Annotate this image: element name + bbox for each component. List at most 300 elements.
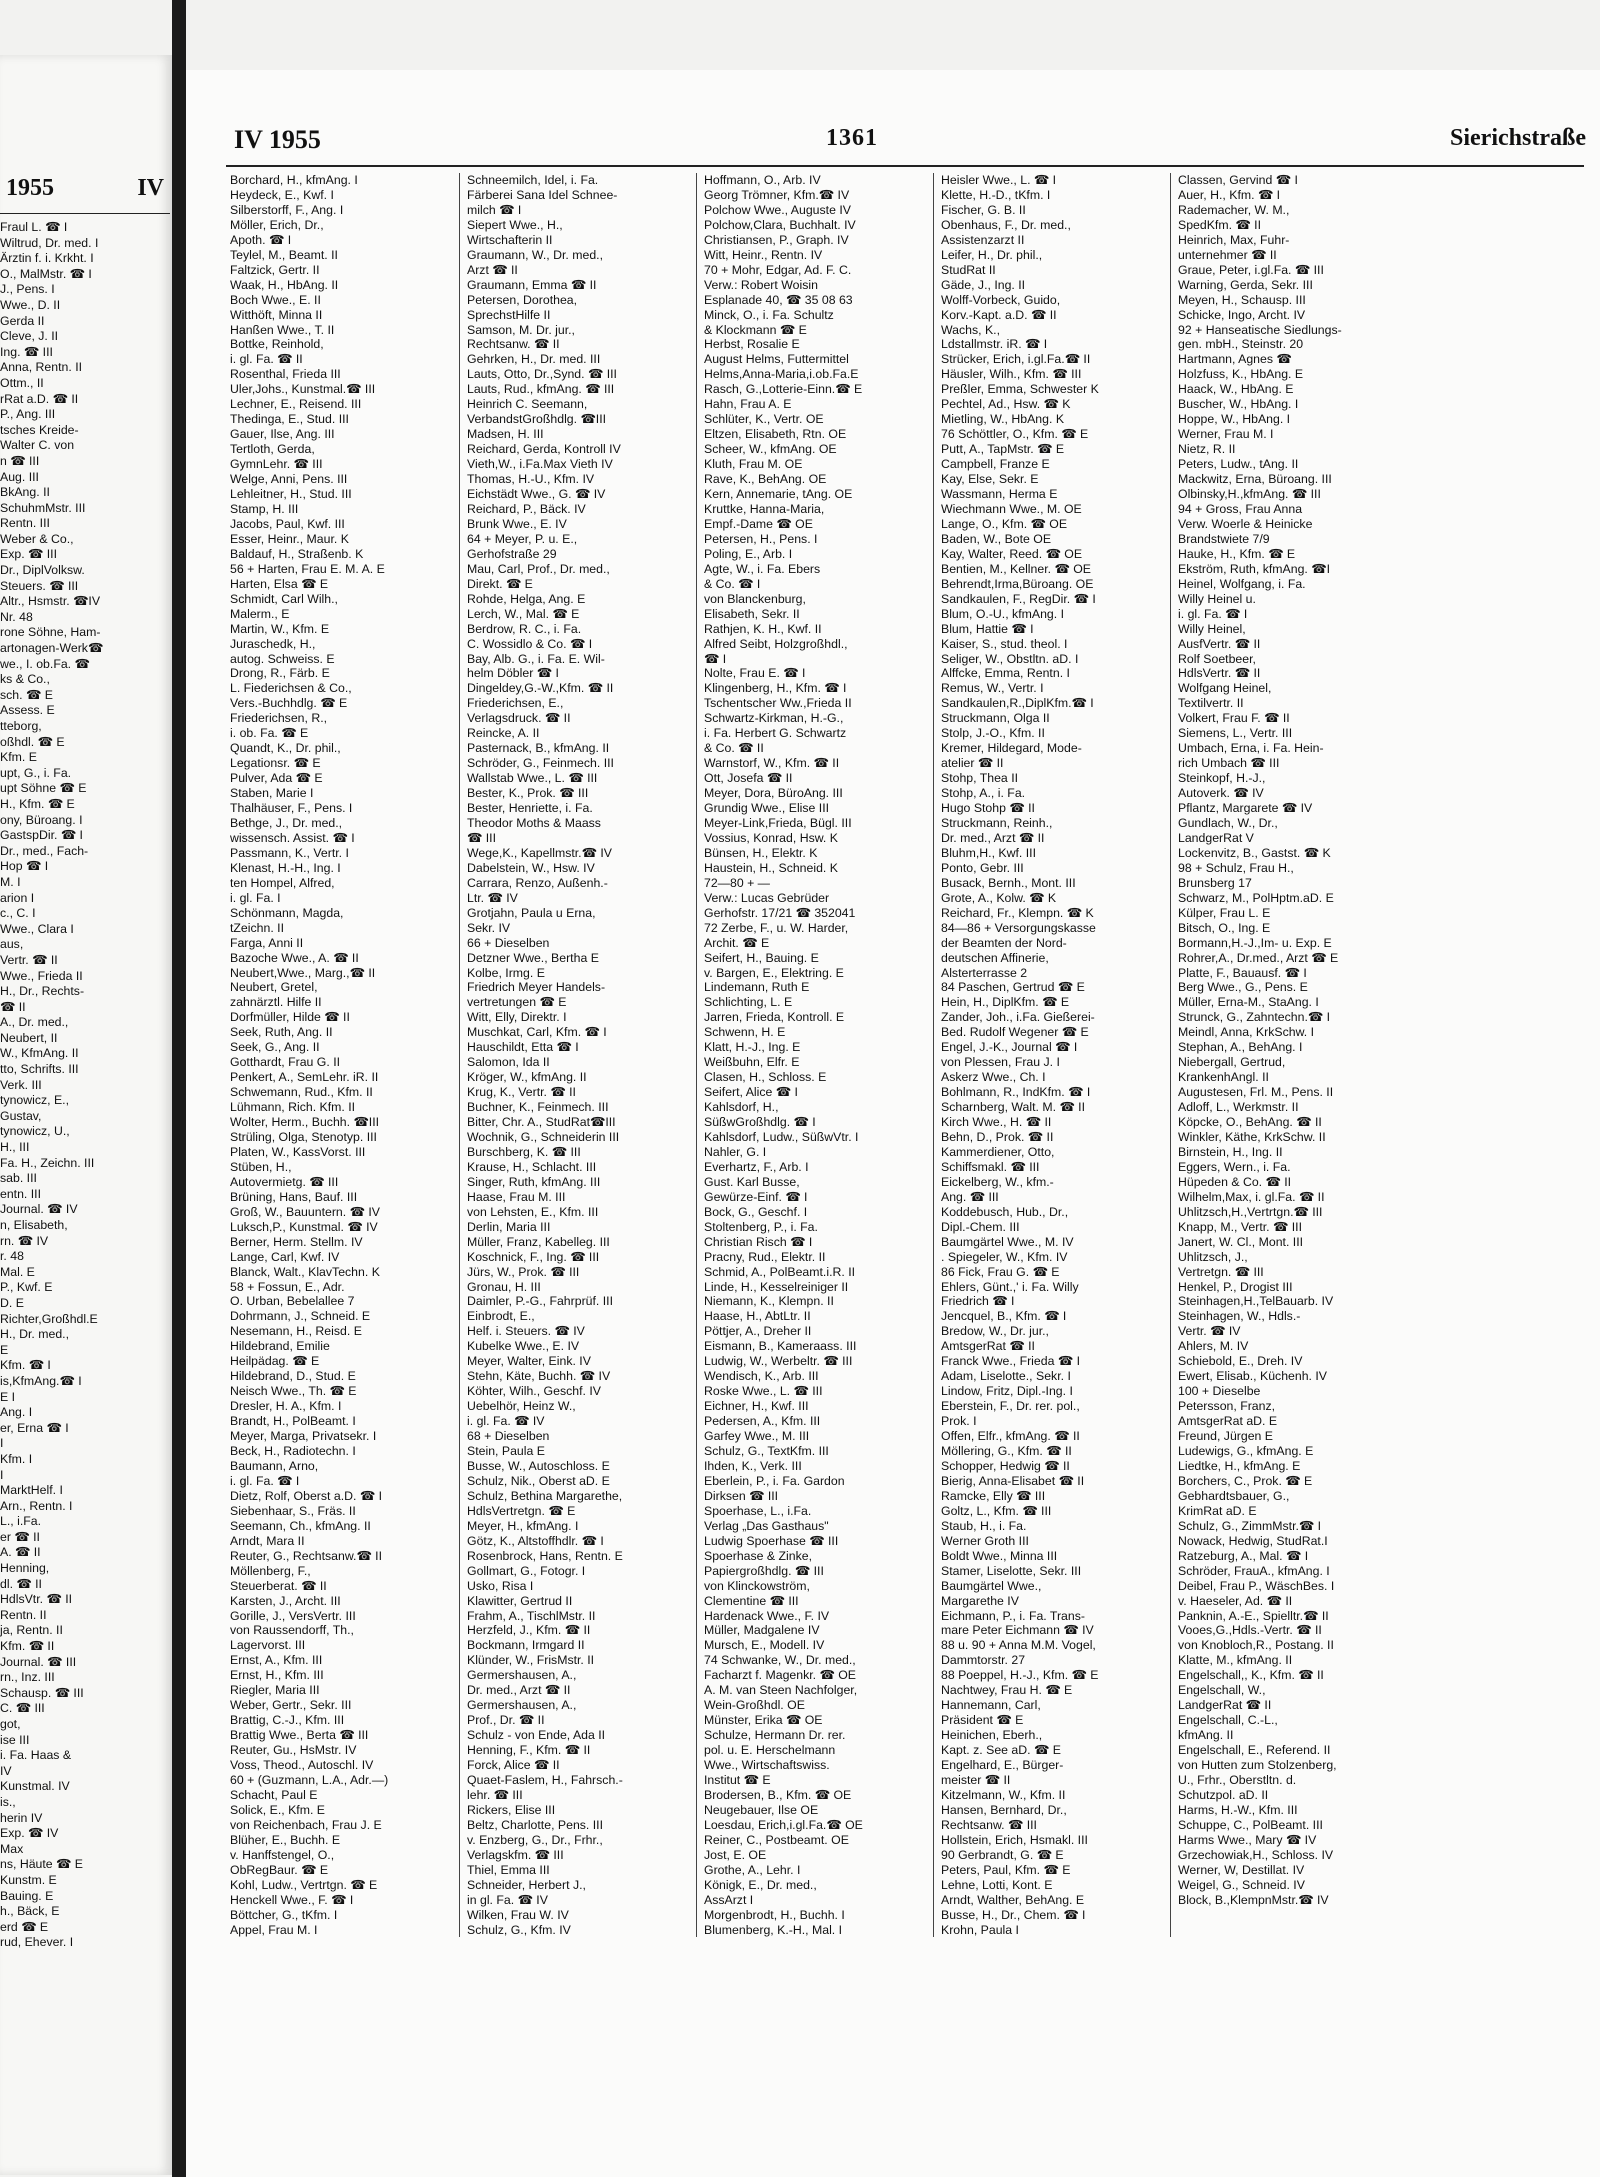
directory-entry: Bierig, Anna-Elisabet ☎ II: [941, 1473, 1085, 1488]
directory-entry: Klenast, H.-H., Ing. I: [230, 860, 341, 875]
directory-entry: Farga, Anni II: [230, 935, 304, 950]
directory-entry: Kay, Else, Sekr. E: [941, 472, 1039, 487]
directory-entry: Wendisch, K., Arb. III: [704, 1369, 819, 1384]
directory-entry: Lühmann, Rich. Kfm. II: [230, 1100, 356, 1115]
directory-entry: Gundlach, W., Dr.,: [1178, 815, 1278, 830]
directory-entry: Gotthardt, Frau G. II: [230, 1055, 341, 1070]
left-page-line: L., i.Fa.: [0, 1514, 42, 1529]
directory-entry: Hein, H., DiplKfm. ☎ E: [941, 995, 1070, 1010]
directory-entry: Eichmann, P., i. Fa. Trans-: [941, 1608, 1085, 1623]
directory-entry: Friedrich Meyer Handels-: [467, 980, 606, 995]
directory-entry: Schulz, G., TextKfm. III: [704, 1444, 829, 1459]
directory-entry: Bester, K., Prok. ☎ III: [467, 786, 589, 801]
directory-entry: Seifert, H., Bauing. E: [704, 950, 819, 965]
directory-entry: Sandkaulen, F., RegDir. ☎ I: [941, 591, 1096, 606]
directory-entry: Bed. Rudolf Wegener ☎ E: [941, 1025, 1089, 1040]
directory-entry: Buscher, W., HbAng. I: [1178, 397, 1299, 412]
left-page-line: rRat a.D. ☎ II: [0, 391, 79, 406]
directory-entry: Kröger, W., kfmAng. II: [467, 1070, 587, 1085]
directory-entry: Heinrich C. Seemann,: [467, 397, 588, 412]
left-page-line: H., III: [0, 1140, 30, 1155]
directory-entry: Schulz, Bethina Margarethe,: [467, 1488, 623, 1503]
directory-entry: Verw.: Robert Woisin: [704, 277, 818, 292]
directory-entry: Waak, H., HbAng. II: [230, 277, 339, 292]
directory-entry: Jacobs, Paul, Kwf. III: [230, 516, 345, 531]
directory-entry: Polchow Wwe., Auguste IV: [704, 202, 851, 217]
right-page: [186, 70, 1600, 2177]
directory-entry: Kahlsdorf, Ludw., SüßwVtr. I: [704, 1130, 859, 1144]
directory-entry: Friederichsen, R.,: [230, 711, 328, 726]
directory-entry: Brodersen, B., Kfm. ☎ OE: [704, 1787, 852, 1802]
directory-entry: Neubert, Gretel,: [230, 980, 318, 995]
directory-entry: Pracny, Rud., Elektr. II: [704, 1249, 826, 1264]
directory-column-4: [937, 173, 1171, 1937]
left-page-line: Mal. E: [0, 1264, 35, 1279]
directory-entry: Schuppe, C., PolBeamt. III: [1178, 1817, 1323, 1832]
directory-entry: Vertretgn. ☎ III: [1178, 1264, 1264, 1279]
directory-entry: 74 Schwanke, W., Dr. med.,: [704, 1653, 856, 1668]
left-page-line: Rentn. II: [0, 1607, 47, 1622]
left-page-line: MarktHelf. I: [0, 1483, 63, 1498]
directory-entry: Lange, O., Kfm. ☎ OE: [941, 516, 1068, 531]
directory-entry: Forck, Alice ☎ II: [467, 1758, 560, 1773]
directory-entry: Schulz, G., ZimmMstr.☎ I: [1178, 1518, 1322, 1533]
directory-entry: U., Frhr., Oberstltn. d.: [1178, 1772, 1297, 1787]
directory-entry: Autoverk. ☎ IV: [1178, 786, 1264, 801]
directory-entry: Platen, W., KassVorst. III: [230, 1144, 366, 1159]
directory-entry: Hugo Stohp ☎ II: [941, 801, 1035, 816]
directory-entry: 88 Poeppel, H.-J., Kfm. ☎ E: [941, 1668, 1099, 1683]
directory-entry: Reuter, G., Rechtsanw.☎ II: [230, 1548, 383, 1563]
directory-entry: Burschberg, K. ☎ III: [467, 1144, 581, 1159]
directory-entry: AssArzt I: [704, 1892, 754, 1907]
directory-entry: Polchow,Clara, Buchhalt. IV: [704, 217, 856, 232]
directory-entry: ☎ I: [704, 651, 727, 666]
directory-entry: Brattig Wwe., Berta ☎ III: [230, 1728, 369, 1743]
left-page-line: Cleve, J. II: [0, 329, 59, 344]
directory-entry: Ott, Josefa ☎ II: [704, 771, 793, 786]
left-page-line: tto, Schrifts. III: [0, 1062, 79, 1077]
directory-entry: Hardenack Wwe., F. IV: [704, 1608, 830, 1623]
directory-entry: Kubelke Wwe., E. IV: [467, 1339, 580, 1354]
directory-entry: autog. Schweiss. E: [230, 651, 335, 666]
directory-entry: Böttcher, G., tKfm. I: [230, 1907, 338, 1922]
left-page-line: I: [0, 1436, 4, 1451]
directory-entry: Petersen, Dorothea,: [467, 292, 578, 307]
directory-entry: Christiansen, P., Graph. IV: [704, 232, 849, 247]
directory-entry: Karsten, J., Archt. III: [230, 1593, 341, 1608]
directory-entry: Ponto, Gebr. III: [941, 860, 1024, 875]
directory-entry: Appel, Frau M. I: [230, 1922, 318, 1937]
left-page-line: Dr., med., Fach-: [0, 843, 89, 858]
directory-entry: Koddebusch, Hub., Dr.,: [941, 1204, 1069, 1219]
left-page-line: Kfm. ☎ II: [0, 1639, 55, 1654]
left-page-line: oßhdl. ☎ E: [0, 734, 65, 749]
directory-entry: Schopper, Hedwig ☎ II: [941, 1458, 1070, 1473]
left-page-line: Arn., Rentn. I: [0, 1498, 73, 1513]
directory-entry: Classen, Gervind ☎ I: [1178, 173, 1298, 187]
left-page-line: GastspDir. ☎ I: [0, 828, 83, 843]
directory-entry: Vossius, Konrad, Hsw. K: [704, 830, 838, 845]
directory-entry: Bay, Alb. G., i. Fa. E. Wil-: [467, 651, 605, 666]
directory-entry: Uhlitzsch,H.,Vertrtgn.☎ III: [1178, 1204, 1323, 1219]
directory-entry: Heydeck, E., Kwf. I: [230, 187, 334, 202]
left-page-line: n, Elisabeth,: [0, 1218, 68, 1232]
directory-entry: Kirch Wwe., H. ☎ II: [941, 1115, 1052, 1130]
directory-entry: Willy Heinel,: [1178, 621, 1246, 636]
directory-entry: Berner, Herm. Stellm. IV: [230, 1234, 363, 1249]
directory-entry: i. ob. Fa. ☎ E: [230, 726, 309, 741]
directory-entry: Ltr. ☎ IV: [467, 890, 518, 905]
left-page-line: O., MalMstr. ☎ I: [0, 266, 92, 281]
directory-entry: Archit. ☎ E: [704, 935, 770, 950]
directory-entry: Dr. med., Arzt ☎ II: [941, 830, 1045, 845]
directory-entry: Götz, K., Altstoffhdlr. ☎ I: [467, 1533, 604, 1548]
directory-entry: SpedKfm. ☎ II: [1178, 217, 1261, 232]
directory-entry: Schmidt, Carl Wilh.,: [230, 591, 338, 606]
directory-entry: 70 + Mohr, Edgar, Ad. F. C.: [704, 262, 852, 277]
directory-entry: Wwe., Wirtschaftswiss.: [704, 1758, 830, 1773]
directory-entry: Scheer, W., kfmAng. OE: [704, 442, 837, 457]
directory-entry: 72 Zerbe, F., u. W. Harder,: [704, 920, 849, 935]
left-page-line: entn. III: [0, 1186, 42, 1201]
directory-entry: Ramcke, Elly ☎ III: [941, 1488, 1046, 1503]
directory-entry: Engel, J.-K., Journal ☎ I: [941, 1040, 1078, 1055]
directory-entry: Nietz, R. II: [1178, 442, 1236, 457]
book-gutter: [172, 0, 186, 2177]
directory-entry: & Klockmann ☎ E: [704, 322, 807, 337]
directory-entry: Pasternack, B., kfmAng. II: [467, 741, 610, 756]
left-page-line: M. I: [0, 874, 21, 889]
directory-entry: Engelschall,, K., Kfm. ☎ II: [1178, 1668, 1324, 1683]
directory-entry: KrankenhAngl. II: [1178, 1070, 1269, 1085]
directory-entry: Dohrmann, J., Schneid. E: [230, 1309, 371, 1324]
directory-entry: Haustein, H., Schneid. K: [704, 860, 838, 875]
directory-entry: Bester, Henriette, i. Fa.: [467, 801, 593, 816]
left-page-volume: IV: [137, 175, 164, 201]
directory-entry: Offen, Elfr., kfmAng. ☎ II: [941, 1429, 1080, 1444]
directory-entry: Verlagsdruck. ☎ II: [467, 711, 571, 726]
directory-entry: Auer, H., Kfm. ☎ I: [1178, 187, 1281, 202]
left-page-line: er ☎ II: [0, 1529, 40, 1544]
directory-entry: Möller, Erich, Dr.,: [230, 217, 324, 232]
directory-entry: Eichstädt Wwe., G. ☎ IV: [467, 487, 606, 502]
directory-entry: Staub, H., i. Fa.: [941, 1518, 1027, 1533]
directory-entry: Eggers, Wern., i. Fa.: [1178, 1159, 1291, 1174]
directory-entry: Engelschall, W.,: [1178, 1683, 1266, 1698]
directory-entry: tZeichn. II: [230, 920, 284, 935]
directory-entry: v. Haeseler, Ad. ☎ II: [1178, 1593, 1293, 1608]
directory-entry: Lehleitner, H., Stud. III: [230, 487, 352, 502]
directory-entry: Präsident ☎ E: [941, 1713, 1024, 1728]
directory-entry: Bormann,H.-J.,Im- u. Exp. E: [1178, 935, 1332, 950]
directory-entry: 90 Gerbrandt, G. ☎ E: [941, 1847, 1064, 1862]
directory-entry: Seliger, W., Obstltn. aD. I: [941, 651, 1079, 666]
directory-entry: Knapp, M., Vertr. ☎ III: [1178, 1219, 1302, 1234]
directory-entry: Jarren, Frieda, Kontroll. E: [704, 1010, 845, 1025]
directory-entry: Wochnik, G., Schneiderin III: [467, 1130, 620, 1144]
left-page-line: Neubert, II: [0, 1030, 58, 1045]
directory-entry: Harms Wwe., Mary ☎ IV: [1178, 1832, 1317, 1847]
directory-entry: Engelschall, C.-L.,: [1178, 1713, 1278, 1728]
directory-entry: atelier ☎ II: [941, 756, 1004, 771]
left-page-line: rn., Inz. III: [0, 1670, 55, 1685]
directory-entry: Kohl, Ludw., Vertrtgn. ☎ E: [230, 1877, 378, 1892]
directory-entry: Brandt, H., PolBeamt. I: [230, 1414, 356, 1429]
directory-entry: Empf.-Dame ☎ OE: [704, 516, 813, 531]
directory-entry: Hüpeden & Co. ☎ II: [1178, 1174, 1292, 1189]
directory-entry: Olbinsky,H.,kfmAng. ☎ III: [1178, 487, 1321, 502]
directory-entry: Willy Heinel u.: [1178, 591, 1256, 606]
directory-entry: Alsterterrasse 2: [941, 965, 1028, 980]
directory-entry: deutschen Affinerie,: [941, 950, 1049, 965]
directory-column-5: [1174, 173, 1408, 1937]
directory-entry: Mackwitz, Erna, Büroang. III: [1178, 472, 1332, 487]
directory-entry: Baden, W., Bote OE: [941, 531, 1052, 546]
header-rule: [226, 165, 1584, 167]
directory-entry: Lange, Carl, Kwf. IV: [230, 1249, 340, 1264]
left-page-line: Exp. ☎ IV: [0, 1826, 59, 1841]
directory-entry: Behrendt,Irma,Büroang. OE: [941, 576, 1094, 591]
directory-entry: v. Enzberg, G., Dr., Frhr.,: [467, 1832, 603, 1847]
directory-entry: Wassmann, Herma E: [941, 487, 1058, 502]
directory-entry: Pechtel, Ad., Hsw. ☎ K: [941, 397, 1071, 412]
directory-entry: Blanck, Walt., KlavTechn. K: [230, 1264, 380, 1279]
directory-entry: Krug, K., Vertr. ☎ II: [467, 1085, 576, 1100]
directory-entry: Blüher, E., Buchh. E: [230, 1832, 341, 1847]
directory-entry: HdlsVertr. ☎ II: [1178, 666, 1261, 681]
directory-entry: Thomas, H.-U., Kfm. IV: [467, 472, 595, 487]
directory-entry: Nachtwey, Frau H. ☎ E: [941, 1683, 1073, 1698]
directory-entry: Vertr. ☎ IV: [1178, 1324, 1241, 1339]
directory-entry: Verw.: Lucas Gebrüder: [704, 890, 830, 905]
directory-entry: Heilpädag. ☎ E: [230, 1354, 320, 1369]
directory-entry: Esser, Heinr., Maur. K: [230, 531, 349, 546]
directory-entry: Berg Wwe., G., Pens. E: [1178, 980, 1308, 995]
left-page-line: BkAng. II: [0, 485, 50, 500]
directory-entry: Quandt, K., Dr. phil.,: [230, 741, 341, 756]
directory-entry: i. gl. Fa. ☎ II: [230, 352, 303, 367]
directory-entry: gen. mbH., Steinstr. 20: [1178, 337, 1304, 352]
directory-entry: Werner, W, Destillat. IV: [1178, 1862, 1305, 1877]
directory-entry: Hoffmann, O., Arb. IV: [704, 173, 821, 187]
directory-entry: i. gl. Fa. I: [230, 890, 281, 905]
left-page-line: Kfm. ☎ I: [0, 1358, 51, 1373]
directory-entry: Loesdau, Erich,i.gl.Fa.☎ OE: [704, 1817, 863, 1832]
directory-entry: i. Fa. Herbert G. Schwartz: [704, 726, 847, 741]
directory-entry: Schiffsmakl. ☎ III: [941, 1159, 1040, 1174]
left-page-line: Aug. III: [0, 469, 39, 484]
directory-entry: Stohp, Thea II: [941, 771, 1019, 786]
left-page-line: Wwe., Clara I: [0, 921, 74, 936]
directory-entry: Uler,Johs., Kunstmal.☎ III: [230, 382, 376, 397]
directory-entry: Grotjahn, Paula u Erna,: [467, 905, 596, 920]
directory-entry: Drong, R., Färb. E: [230, 666, 330, 681]
left-page-line: c., C. I: [0, 906, 36, 921]
directory-entry: Möllenberg, F.,: [230, 1563, 311, 1578]
directory-entry: Silberstorff, F., Ang. I: [230, 202, 344, 217]
left-page-line: Rentn. III: [0, 516, 50, 531]
left-page-line: E: [0, 1342, 9, 1357]
directory-entry: Morgenbrodt, H., Buchh. I: [704, 1907, 845, 1922]
left-page-line: Ärztin f. i. Krkht. I: [0, 251, 94, 266]
directory-entry: Reuter, Gu., HsMstr. IV: [230, 1743, 357, 1758]
directory-entry: Graumann, Emma ☎ II: [467, 277, 597, 292]
directory-entry: Nesemann, H., Reisd. E: [230, 1324, 362, 1339]
left-page-line: r. 48: [0, 1249, 24, 1264]
directory-entry: Everhartz, F., Arb. I: [704, 1159, 809, 1174]
directory-entry: Färberei Sana Idel Schnee-: [467, 187, 618, 202]
directory-entry: Ehlers, Günt.,' i. Fa. Willy: [941, 1279, 1079, 1294]
left-page-line: i. Fa. Haas &: [0, 1748, 72, 1763]
directory-entry: Graue, Peter, i.gl.Fa. ☎ III: [1178, 262, 1324, 277]
directory-entry: Luksch,P., Kunstmal. ☎ IV: [230, 1219, 378, 1234]
directory-entry: Teylel, M., Beamt. II: [230, 247, 338, 262]
left-page-line: rone Söhne, Ham-: [0, 625, 101, 640]
directory-entry: Apoth. ☎ I: [230, 232, 292, 247]
directory-entry: Ludwig Spoerhase ☎ III: [704, 1533, 839, 1548]
directory-entry: unternehmer ☎ II: [1178, 247, 1277, 262]
directory-entry: Kitzelmann, W., Kfm. II: [941, 1787, 1066, 1802]
left-page-rule: [0, 213, 170, 214]
directory-entry: Bock, G., Geschf. I: [704, 1204, 808, 1219]
directory-entry: Bitsch, O., Ing. E: [1178, 920, 1271, 935]
directory-entry: Struckmann, Olga II: [941, 711, 1050, 726]
directory-entry: Siepert Wwe., H.,: [467, 217, 563, 232]
directory-entry: Staben, Marie I: [230, 786, 314, 801]
directory-entry: Volkert, Frau F. ☎ II: [1178, 711, 1290, 726]
left-page-line: A., Dr. med.,: [0, 1015, 69, 1030]
directory-entry: Mursch, E., Modell. IV: [704, 1638, 825, 1653]
directory-entry: Häusler, Wilh., Kfm. ☎ III: [941, 367, 1082, 382]
directory-entry: Lauts, Rud., kfmAng. ☎ III: [467, 382, 615, 397]
directory-entry: Alffcke, Emma, Rentn. I: [941, 666, 1070, 681]
left-page-line: J., Pens. I: [0, 282, 55, 297]
directory-entry: Ihden, K., Verk. III: [704, 1458, 802, 1473]
directory-entry: Bottke, Reinhold,: [230, 337, 324, 352]
directory-entry: von Raussendorff, Th.,: [230, 1623, 354, 1638]
directory-entry: Kluth, Frau M. OE: [704, 457, 803, 472]
directory-entry: Goltz, L., Kfm. ☎ III: [941, 1503, 1052, 1518]
directory-entry: Bünsen, H., Elektr. K: [704, 845, 818, 860]
directory-entry: Engelschall, E., Referend. II: [1178, 1743, 1331, 1758]
left-page-line: Henning,: [0, 1561, 50, 1576]
directory-entry: 86 Fick, Frau G. ☎ E: [941, 1264, 1060, 1279]
left-page-line: got,: [0, 1717, 21, 1731]
directory-entry: Freund, Jürgen E: [1178, 1429, 1274, 1444]
directory-entry: Seek, Ruth, Ang. II: [230, 1025, 333, 1040]
directory-entry: Herbst, Rosalie E: [704, 337, 800, 352]
directory-entry: Dresler, H. A., Kfm. I: [230, 1399, 342, 1414]
directory-entry: Berdrow, R. C., i. Fa.: [467, 621, 582, 636]
directory-entry: Jencquel, B., Kfm. ☎ I: [941, 1309, 1067, 1324]
directory-entry: Lagervorst. III: [230, 1638, 306, 1653]
directory-entry: Graumann, W., Dr. med.,: [467, 247, 603, 262]
directory-entry: Germershausen, A.,: [467, 1668, 577, 1683]
directory-entry: Müller, Franz, Kabelleg. III: [467, 1234, 610, 1249]
left-page-line: Vertr. ☎ II: [0, 952, 58, 967]
directory-entry: Bethge, J., Dr. med.,: [230, 815, 343, 830]
directory-entry: Külper, Frau L. E: [1178, 905, 1271, 920]
directory-entry: Klatt, H.-J., Ing. E: [704, 1040, 801, 1055]
directory-entry: Gust. Karl Busse,: [704, 1174, 800, 1189]
directory-entry: Sekr. IV: [467, 920, 511, 935]
left-page-line: tynowicz, E.,: [0, 1093, 70, 1108]
directory-entry: Ludwig, W., Werbeltr. ☎ III: [704, 1354, 853, 1369]
directory-entry: Janert, W. Cl., Mont. III: [1178, 1234, 1304, 1249]
directory-entry: Verw. Woerle & Heinicke: [1178, 516, 1313, 531]
directory-entry: Reichard, Gerda, Kontroll IV: [467, 442, 621, 457]
directory-entry: Schwemann, Rud., Kfm. II: [230, 1085, 373, 1100]
directory-entry: . Spiegeler, W., Kfm. IV: [941, 1249, 1068, 1264]
directory-entry: Gewürze-Einf. ☎ I: [704, 1189, 808, 1204]
directory-entry: Brattig, C.-J., Kfm. III: [230, 1713, 345, 1728]
directory-entry: Esplanade 40, ☎ 35 08 63: [704, 292, 853, 307]
directory-entry: 60 + (Guzmann, L.A., Adr.—): [230, 1772, 389, 1787]
directory-entry: Detzner Wwe., Bertha E: [467, 950, 599, 965]
left-page-line: arion I: [0, 890, 35, 905]
directory-entry: Steuerberat. ☎ II: [230, 1578, 327, 1593]
directory-entry: der Beamten der Nord-: [941, 935, 1067, 950]
directory-entry: Klette, H.-D., tKfm. I: [941, 187, 1051, 202]
directory-entry: Baldauf, H., Straßenb. K: [230, 546, 364, 561]
directory-entry: Madsen, H. III: [467, 427, 544, 442]
directory-entry: Grote, A., Kolw. ☎ K: [941, 890, 1057, 905]
directory-entry: Daimler, P.-G., Fahrprüf. III: [467, 1294, 614, 1309]
directory-entry: Obenhaus, F., Dr. med.,: [941, 217, 1071, 232]
left-page-line: Kunstmal. IV: [0, 1779, 70, 1794]
directory-entry: Assistenzarzt II: [941, 232, 1025, 247]
directory-entry: Harten, Elsa ☎ E: [230, 576, 329, 591]
directory-entry: Stohp, A., i. Fa.: [941, 786, 1026, 801]
directory-entry: Stamer, Liselotte, Sekr. III: [941, 1563, 1082, 1578]
directory-entry: Liedtke, H., kfmAng. E: [1178, 1458, 1301, 1473]
directory-entry: lehr. ☎ III: [467, 1787, 523, 1802]
directory-entry: Bohlmann, R., IndKfm. ☎ I: [941, 1085, 1091, 1100]
left-page-line: IV: [0, 1763, 12, 1778]
directory-entry: Schneemilch, Idel, i. Fa.: [467, 173, 599, 187]
directory-entry: 56 + Harten, Frau E. M. A. E: [230, 561, 385, 576]
directory-entry: Franck Wwe., Frieda ☎ I: [941, 1354, 1080, 1369]
directory-entry: 68 + Dieselben: [467, 1429, 550, 1444]
directory-entry: Eberlein, P., i. Fa. Gardon: [704, 1473, 845, 1488]
directory-entry: Muschkat, Carl, Kfm. ☎ I: [467, 1025, 607, 1040]
directory-entry: 100 + Dieselbe: [1178, 1384, 1261, 1399]
directory-entry: Schröder, G., Feinmech. III: [467, 756, 614, 771]
left-page-line: rud, Ehever. I: [0, 1935, 74, 1950]
volume-year: IV 1955: [234, 125, 321, 154]
directory-entry: Borchard, H., kfmAng. I: [230, 173, 358, 187]
directory-entry: Koschnick, F., Ing. ☎ III: [467, 1249, 600, 1264]
directory-entry: Wolter, Herm., Buchh. ☎III: [230, 1115, 380, 1130]
directory-entry: 88 u. 90 + Anna M.M. Vogel,: [941, 1638, 1096, 1653]
left-page-line: Weber & Co.,: [0, 531, 74, 546]
directory-entry: Bazoche Wwe., A. ☎ II: [230, 950, 359, 965]
directory-entry: Gorille, J., VersVertr. III: [230, 1608, 356, 1623]
left-page-line: Gustav,: [0, 1108, 42, 1123]
left-page-line: HdlsVtr. ☎ II: [0, 1592, 73, 1607]
directory-entry: Stamp, H. III: [230, 501, 299, 516]
directory-entry: Petersson, Franz,: [1178, 1399, 1276, 1414]
left-page-line: H., Dr., Rechts-: [0, 984, 85, 999]
left-page-line: Verk. III: [0, 1077, 42, 1092]
directory-entry: Welge, Anni, Pens. III: [230, 472, 348, 487]
directory-entry: Rosenthal, Frieda III: [230, 367, 341, 382]
directory-entry: Ewert, Elisab., Küchenh. IV: [1178, 1369, 1328, 1384]
directory-entry: Theodor Moths & Maass: [467, 815, 601, 830]
directory-entry: GymnLehr. ☎ III: [230, 457, 323, 472]
left-page-line: we., I. ob.Fa. ☎: [0, 656, 90, 671]
